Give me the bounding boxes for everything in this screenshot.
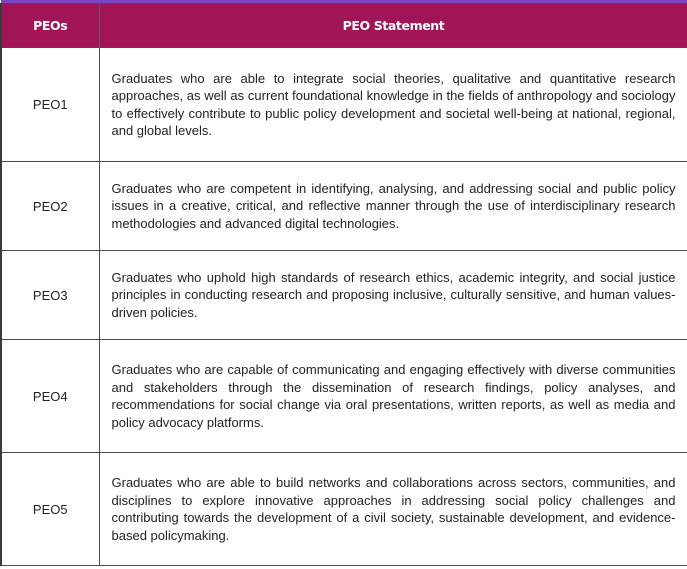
peo-statement: Graduates who are able to build networks and collaborations across sectors, communities, and disciplines to explore innovative approaches in addressing social policy challenges and contributing towards the development of a civil society, sustainable development, and evidence-based policymaking.: [99, 453, 687, 566]
table-row-peo3: [1, 251, 687, 340]
peo-statement: Graduates who uphold high standards of research ethics, academic integrity, and social justice principles in conducting research and proposing inclusive, culturally sensitive, and human values-driven policies.: [99, 251, 687, 340]
table-row-peo2: [1, 162, 687, 251]
peo-statement: Graduates who are capable of communicating and engaging effectively with diverse communities and stakeholders through the dissemination of research findings, policy analyses, and recommendations for social change via oral presentations, written reports, as well as media and policy advocacy platforms.: [99, 340, 687, 453]
table-row-peo1: [1, 48, 687, 162]
peo-statement: Graduates who are able to integrate social theories, qualitative and quantitative research approaches, as well as current foundational knowledge in the fields of anthropology and sociology to effectively contribute to public policy development and societal well-being at national, regional, and global levels.: [99, 48, 687, 162]
peo-id: PEO4: [1, 340, 99, 453]
peo-statement: Graduates who are competent in identifying, analysing, and addressing social and public policy issues in a creative, critical, and reflective manner through the use of interdisciplinary research methodologies and advanced digital technologies.: [99, 162, 687, 251]
peo-id: PEO3: [1, 251, 99, 340]
peo-id: PEO2: [1, 162, 99, 251]
header-peos: PEOs: [1, 3, 99, 48]
header-row: [1, 3, 687, 48]
table-header: [1, 0, 687, 48]
table-body: [1, 48, 687, 566]
header-peo-statement: PEO Statement: [99, 3, 687, 48]
table-row-peo4: [1, 340, 687, 453]
peo-id: PEO5: [1, 453, 99, 566]
table-row-peo5: [1, 453, 687, 566]
peo-id: PEO1: [1, 48, 99, 162]
